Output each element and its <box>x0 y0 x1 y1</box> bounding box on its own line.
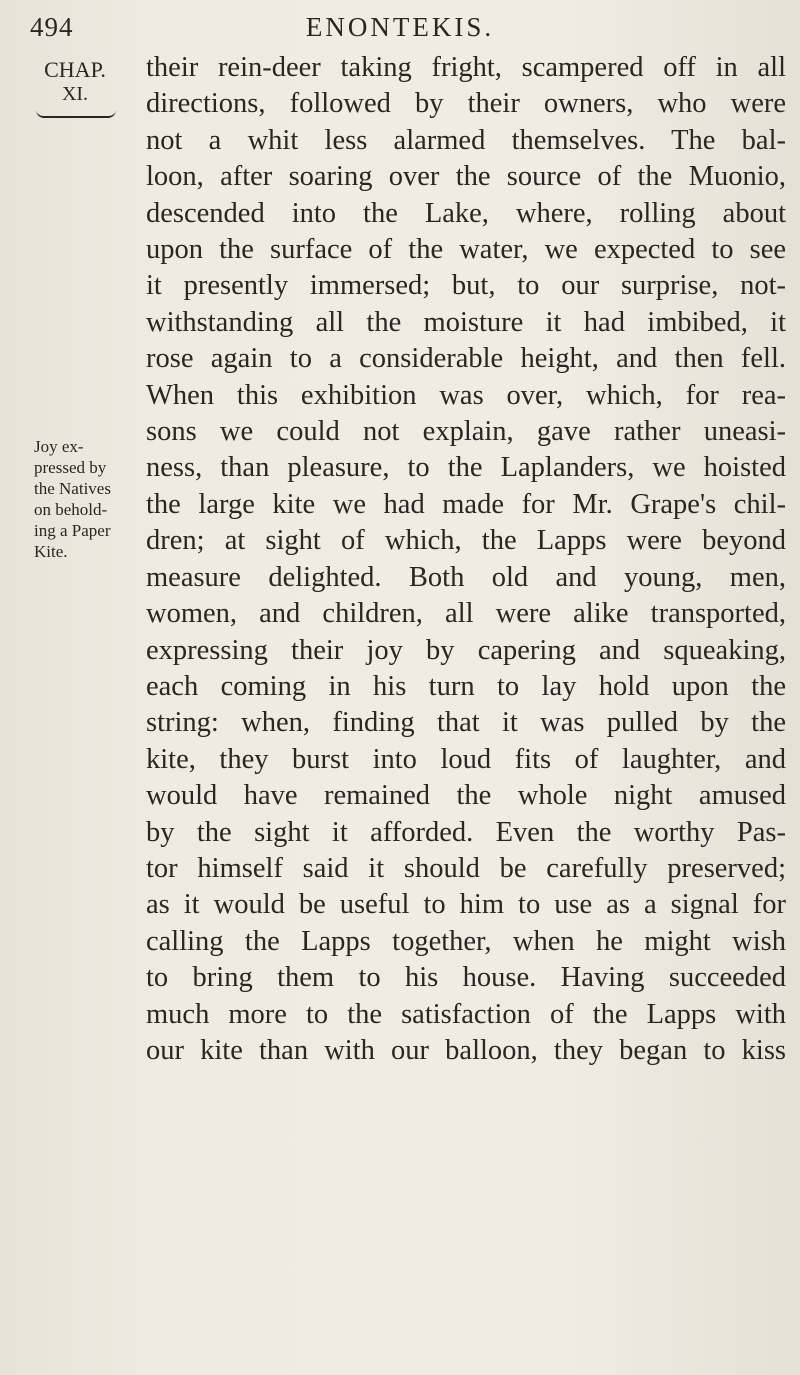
chapter-number: XI. <box>61 83 89 105</box>
margin-note <box>34 436 130 562</box>
running-head: ENONTEKIS. <box>305 12 495 42</box>
chapter-label <box>32 58 118 106</box>
text-line: When this exhibition was over, which, for rea- <box>146 379 786 411</box>
chapter-word: CHAP. <box>44 57 106 82</box>
text-line: not a whit less alarmed themselves. The bal- <box>146 124 786 156</box>
text-line: it presently immersed; but, to our surprise, not- <box>146 270 786 302</box>
text-line: much more to the satisfaction of the Lapps with <box>146 998 786 1030</box>
text-line: our kite than with our balloon, they began to kiss <box>146 1034 786 1066</box>
text-line: ness, than pleasure, to the Laplanders, we hoisted <box>146 452 786 484</box>
margin-note-line: Kite. <box>34 542 68 561</box>
text-line: calling the Lapps together, when he might wish <box>146 925 786 957</box>
margin-note-line: Joy ex- <box>34 437 84 456</box>
text-line: descended into the Lake, where, rolling about <box>146 197 786 229</box>
text-line: tor himself said it should be carefully preserved; <box>146 852 786 884</box>
text-line: measure delighted. Both old and young, men, <box>146 561 786 593</box>
text-line: withstanding all the moisture it had imbibed, it <box>146 306 786 338</box>
margin-note-line: the Natives <box>34 479 111 498</box>
text-line: sons we could not explain, gave rather uneasi- <box>146 416 786 448</box>
text-line: upon the surface of the water, we expected to see <box>146 234 786 266</box>
body-text <box>146 50 786 1069</box>
text-line: to bring them to his house. Having succeeded <box>146 962 786 994</box>
text-line: would have remained the whole night amused <box>146 780 786 812</box>
text-line: expressing their joy by capering and squeaking, <box>146 634 786 666</box>
page-number: 494 <box>30 12 74 42</box>
margin-note-line: pressed by <box>34 458 107 477</box>
text-line: string: when, finding that it was pulled by the <box>146 707 786 739</box>
text-line: their rein-deer taking fright, scampered off in all <box>146 52 786 83</box>
margin-note-line: on behold- <box>34 500 108 519</box>
text-line: each coming in his turn to lay hold upon the <box>146 670 786 702</box>
text-line: women, and children, all were alike transported, <box>146 598 786 630</box>
chapter-brace-rule <box>36 110 116 118</box>
text-line: by the sight it afforded. Even the worthy Pas- <box>146 816 786 848</box>
text-line: the large kite we had made for Mr. Grape's chil- <box>146 488 786 520</box>
margin-note-line: ing a Paper <box>34 521 111 540</box>
text-line: as it would be useful to him to use as a signal for <box>146 889 786 921</box>
text-line: directions, followed by their owners, who were <box>146 88 786 120</box>
text-line: loon, after soaring over the source of the Muonio, <box>146 161 786 193</box>
text-line: dren; at sight of which, the Lapps were beyond <box>146 525 786 557</box>
text-line: kite, they burst into loud fits of laughter, and <box>146 743 786 775</box>
text-line: rose again to a considerable height, and then fell. <box>146 343 786 375</box>
